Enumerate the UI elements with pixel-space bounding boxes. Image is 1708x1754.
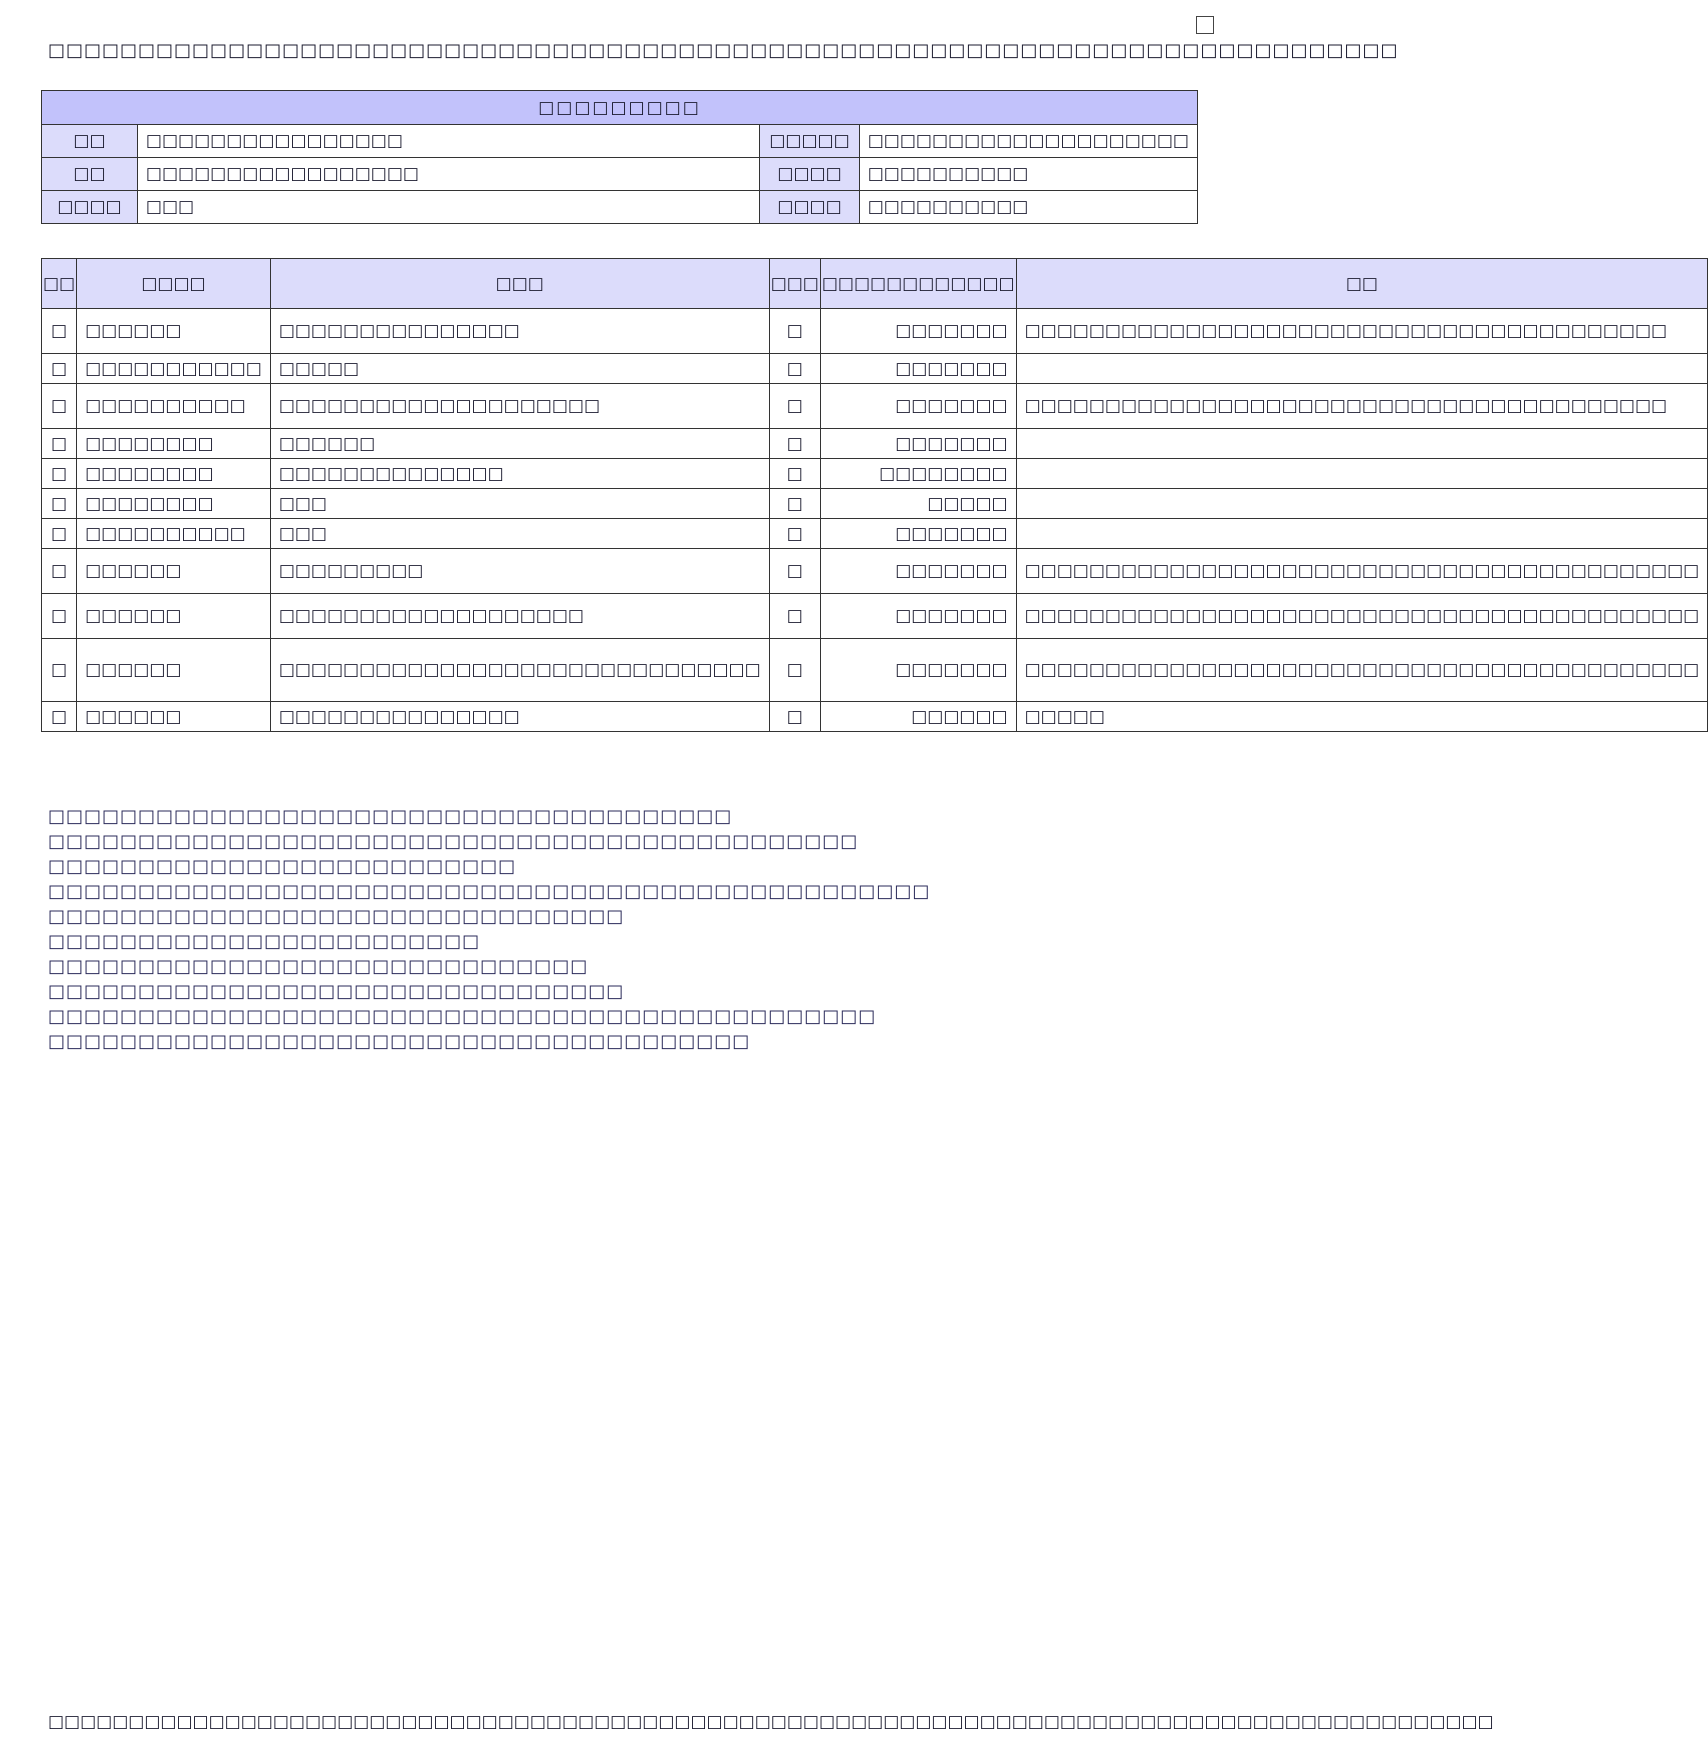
item-amount: □□□□□□□: [820, 594, 1016, 639]
item-code: □□□□□□: [77, 639, 271, 702]
page-heading: □□□□□□□□□□□□□□□□□□□□□□□□□□□□□□□□□□□□□□□□□□□□□□□□□□□□□□□□□□□□□□□□□□□□□□□□□□□: [48, 40, 1399, 61]
column-header: □□□: [270, 259, 769, 309]
item-remark: □□□□□□□□□□□□□□□□□□□□□□□□□□□□□□□□□□□□□□□□□□: [1016, 639, 1708, 702]
notes-section: [48, 804, 930, 1054]
item-remark: [1016, 429, 1708, 459]
item-name: □□□□□□□□□□□□□□□□□□□□: [270, 384, 769, 429]
item-qty: □: [769, 354, 820, 384]
item-amount: □□□□□□□: [820, 519, 1016, 549]
item-qty: □: [769, 639, 820, 702]
table-row: [42, 702, 1708, 732]
item-code: □□□□□□: [77, 594, 271, 639]
item-remark: [1016, 459, 1708, 489]
info-table: [41, 90, 1198, 224]
note-line: □□□□□□□□□□□□□□□□□□□□□□□□□□□□□□□□: [48, 981, 625, 1002]
item-qty: □: [769, 702, 820, 732]
table-row: [42, 489, 1708, 519]
item-index: □: [42, 459, 77, 489]
item-qty: □: [769, 549, 820, 594]
item-amount: □□□□□□□: [820, 429, 1016, 459]
note-line: □□□□□□□□□□□□□□□□□□□□□□□□□□□□□□□□□□□□□□: [48, 806, 733, 827]
item-amount: □□□□□□□: [820, 309, 1016, 354]
item-index: □: [42, 354, 77, 384]
item-index: □: [42, 639, 77, 702]
item-remark: [1016, 489, 1708, 519]
info-value: □□□□□□□□□□: [859, 191, 1197, 224]
info-label: □□□□: [42, 191, 138, 224]
info-value: □□□□□□□□□□: [859, 158, 1197, 191]
item-name: □□□: [270, 519, 769, 549]
info-row: [42, 191, 1198, 224]
item-amount: □□□□□: [820, 489, 1016, 519]
info-value: □□□□□□□□□□□□□□□□□□□□: [859, 125, 1197, 158]
item-remark: □□□□□□□□□□□□□□□□□□□□□□□□□□□□□□□□□□□□□□□□: [1016, 309, 1708, 354]
item-index: □: [42, 429, 77, 459]
item-code: □□□□□□: [77, 702, 271, 732]
note-line: □□□□□□□□□□□□□□□□□□□□□□□□□□□□□□□□□□□□□□□: [48, 1031, 751, 1052]
item-qty: □: [769, 489, 820, 519]
item-name: □□□□□: [270, 354, 769, 384]
info-value: □□□□□□□□□□□□□□□□: [137, 125, 759, 158]
item-name: □□□□□□□□□□□□□□□□□□□: [270, 594, 769, 639]
item-amount: □□□□□□□: [820, 639, 1016, 702]
note-line: □□□□□□□□□□□□□□□□□□□□□□□□□□□□□□□□□□□□□□□□□□□□□: [48, 831, 859, 852]
item-remark: [1016, 354, 1708, 384]
item-qty: □: [769, 309, 820, 354]
item-index: □: [42, 384, 77, 429]
info-value: □□□□□□□□□□□□□□□□□: [137, 158, 759, 191]
item-name: □□□□□□□□□□□□□□□: [270, 702, 769, 732]
column-header: □□□□: [77, 259, 271, 309]
item-name: □□□□□□□□□□□□□□: [270, 459, 769, 489]
item-amount: □□□□□□□□: [820, 459, 1016, 489]
info-label: □□□□: [760, 158, 859, 191]
info-row: [42, 158, 1198, 191]
table-row: [42, 549, 1708, 594]
item-remark: □□□□□□□□□□□□□□□□□□□□□□□□□□□□□□□□□□□□□□□□: [1016, 384, 1708, 429]
item-code: □□□□□□□□: [77, 429, 271, 459]
info-label: □□□□: [760, 191, 859, 224]
item-index: □: [42, 519, 77, 549]
info-label: □□□□□: [760, 125, 859, 158]
note-line: □□□□□□□□□□□□□□□□□□□□□□□□: [48, 931, 481, 952]
table-row: [42, 429, 1708, 459]
item-qty: □: [769, 519, 820, 549]
note-line: □□□□□□□□□□□□□□□□□□□□□□□□□□□□□□□□□□□□□□□□□□□□□□: [48, 1006, 877, 1027]
item-qty: □: [769, 594, 820, 639]
item-index: □: [42, 309, 77, 354]
note-line: □□□□□□□□□□□□□□□□□□□□□□□□□□□□□□: [48, 956, 589, 977]
note-line: □□□□□□□□□□□□□□□□□□□□□□□□□□□□□□□□: [48, 906, 625, 927]
items-table: [41, 258, 1708, 732]
column-header: □□: [42, 259, 77, 309]
item-code: □□□□□□: [77, 309, 271, 354]
item-name: □□□□□□□□□□□□□□□: [270, 309, 769, 354]
item-code: □□□□□□□□: [77, 489, 271, 519]
item-code: □□□□□□: [77, 549, 271, 594]
item-name: □□□□□□□□□□□□□□□□□□□□□□□□□□□□□□: [270, 639, 769, 702]
corner-mark: [1196, 16, 1214, 34]
info-label: □□: [42, 125, 138, 158]
table-row: [42, 309, 1708, 354]
item-name: □□□: [270, 489, 769, 519]
item-remark: □□□□□□□□□□□□□□□□□□□□□□□□□□□□□□□□□□□□□□□□□□: [1016, 594, 1708, 639]
column-header: □□: [1016, 259, 1708, 309]
item-qty: □: [769, 459, 820, 489]
item-index: □: [42, 702, 77, 732]
item-amount: □□□□□□□: [820, 354, 1016, 384]
column-header: □□□: [769, 259, 820, 309]
table-row: [42, 639, 1708, 702]
note-line: □□□□□□□□□□□□□□□□□□□□□□□□□□: [48, 856, 517, 877]
item-amount: □□□□□□□: [820, 384, 1016, 429]
item-index: □: [42, 489, 77, 519]
item-name: □□□□□□: [270, 429, 769, 459]
item-code: □□□□□□□□□□: [77, 519, 271, 549]
item-index: □: [42, 594, 77, 639]
info-value: □□□: [137, 191, 759, 224]
table-row: [42, 519, 1708, 549]
item-remark: □□□□□□□□□□□□□□□□□□□□□□□□□□□□□□□□□□□□□□□□□□: [1016, 549, 1708, 594]
item-code: □□□□□□□□□□: [77, 384, 271, 429]
item-remark: [1016, 519, 1708, 549]
table-row: [42, 594, 1708, 639]
table-row: [42, 459, 1708, 489]
info-row: [42, 125, 1198, 158]
item-code: □□□□□□□□: [77, 459, 271, 489]
info-table-title: □□□□□□□□□: [42, 91, 1198, 125]
items-header-row: [42, 259, 1708, 309]
table-row: [42, 384, 1708, 429]
column-header: □□□□□□□□□□□□: [820, 259, 1016, 309]
item-qty: □: [769, 384, 820, 429]
item-amount: □□□□□□: [820, 702, 1016, 732]
item-qty: □: [769, 429, 820, 459]
item-amount: □□□□□□□: [820, 549, 1016, 594]
info-label: □□: [42, 158, 138, 191]
item-remark: □□□□□: [1016, 702, 1708, 732]
item-index: □: [42, 549, 77, 594]
table-row: [42, 354, 1708, 384]
page-footer: □□□□□□□□□□□□□□□□□□□□□□□□□□□□□□□□□□□□□□□□□□□□□□□□□□□□□□□□□□□□□□□□□□□□□□□□□□□□□□□□□□□□□□□□□□: [48, 1712, 1494, 1732]
item-name: □□□□□□□□□: [270, 549, 769, 594]
note-line: □□□□□□□□□□□□□□□□□□□□□□□□□□□□□□□□□□□□□□□□□□□□□□□□□: [48, 881, 931, 902]
item-code: □□□□□□□□□□□: [77, 354, 271, 384]
